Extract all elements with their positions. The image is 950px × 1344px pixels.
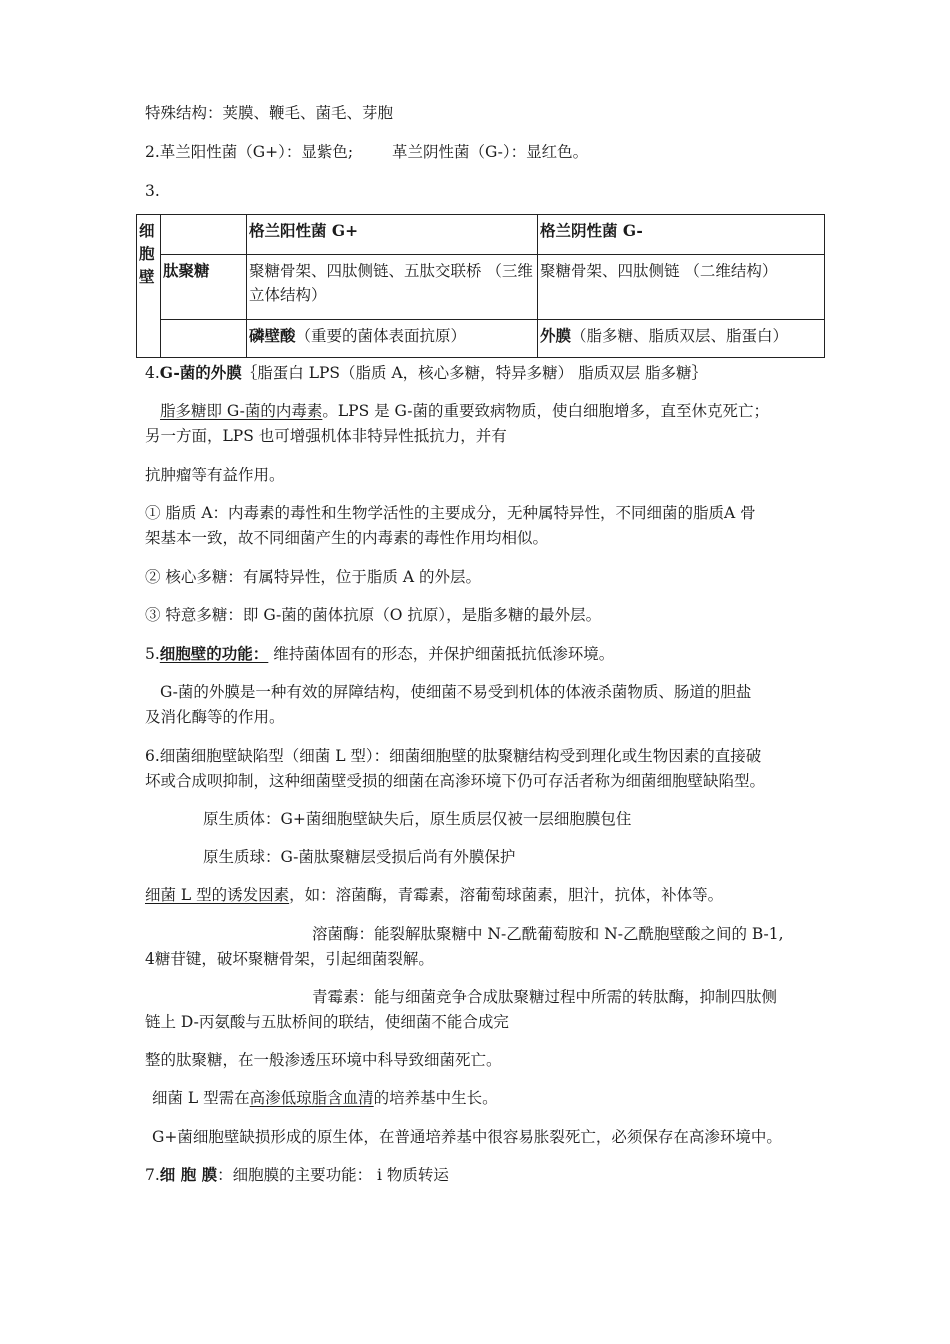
cell-wall-comparison-table [136, 214, 825, 358]
cell-wall-function-line: 5.细胞壁的功能： 维持菌体固有的形态，并保护细菌抵抗低渗环境。 [145, 644, 615, 663]
outer-membrane-barrier-line-2: 及消化酶等的作用。 [145, 708, 285, 726]
peptidoglycan-gram-negative-cell: 聚糖骨架、四肽侧链 （二维结构） [538, 255, 825, 320]
l-form-inducers-line: 细菌 L 型的诱发因素，如：溶菌酶，青霉素，溶葡萄球菌素，胆汁，抗体，补体等。 [145, 886, 724, 904]
outer-membrane-cell: 外膜（脂多糖、脂质双层、脂蛋白） [538, 320, 825, 358]
spheroplast-line: 原生质球：G-菌肽聚糖层受损后尚有外膜保护 [203, 848, 516, 866]
outer-membrane-barrier-line-1: G-菌的外膜是一种有效的屏障结构，使细菌不易受到机体的体液杀菌物质、肠道的胆盐 [160, 683, 752, 701]
special-structures-line: 特殊结构：荚膜、鞭毛、菌毛、芽胞 [145, 104, 394, 122]
gram-positive-color-line: 2.革兰阳性菌（G+）：显紫色; [145, 143, 354, 161]
cell-membrane-heading-line: 7.细 胞 膜：细胞膜的主要功能： i 物质转运 [145, 1165, 449, 1184]
lipid-a-line-1: ① 脂质 A：内毒素的毒性和生物学活性的主要成分，无种属特异性，不同细菌的脂质A 骨 [145, 504, 756, 522]
peptidoglycan-row-label: 肽聚糖 [161, 255, 247, 320]
gram-negative-color-line: 革兰阴性菌（G-）：显红色。 [392, 143, 589, 161]
protoplast-storage-line: G+菌细胞壁缺损形成的原生体，在普通培养基中很容易胀裂死亡，必须保存在高渗环境中。 [152, 1128, 782, 1146]
penicillin-line-1: 青霉素：能与细菌竞争合成肽聚糖过程中所需的转肽酶，抑制四肽侧 [312, 988, 778, 1006]
l-form-definition-line-1: 6.细菌细胞壁缺陷型（细菌 L 型）：细菌细胞壁的肽聚糖结构受到理化或生物因素的直接破 [145, 747, 762, 765]
penicillin-line-2: 链上 D-丙氨酸与五肽桥间的联结，使细菌不能合成完 [145, 1013, 509, 1031]
l-form-definition-line-2: 坏或合成呗抑制，这种细菌壁受损的细菌在高渗环境下仍可存活者称为细菌细胞壁缺陷型。 [145, 772, 766, 790]
outer-membrane-heading-line: 4.G-菌的外膜｛脂蛋白 LPS（脂质 A，核心多糖，特异多糖） 脂质双层 脂多糖｝ [145, 363, 708, 382]
table-empty-corner [161, 215, 247, 255]
lysozyme-line-2: 4糖苷键，破坏聚糖骨架，引起细菌裂解。 [145, 950, 434, 968]
table-empty-label-cell [161, 320, 247, 358]
item-3-number: 3. [145, 182, 160, 200]
cell-wall-side-header: 细胞壁 [137, 215, 161, 358]
peptidoglycan-gram-positive-cell: 聚糖骨架、四肽侧链、五肽交联桥 （三维立体结构） [247, 255, 538, 320]
lps-resistance-line: 另一方面，LPS 也可增强机体非特异性抵抗力，并有 [145, 427, 507, 445]
teichoic-acid-cell: 磷壁酸（重要的菌体表面抗原） [247, 320, 538, 358]
gram-positive-column-header: 格兰阳性菌 G+ [247, 215, 538, 255]
lps-antitumor-line: 抗肿瘤等有益作用。 [145, 466, 285, 484]
l-form-culture-line: 细菌 L 型需在高渗低琼脂含血清的培养基中生长。 [152, 1089, 498, 1107]
lysozyme-line-1: 溶菌酶：能裂解肽聚糖中 N-乙酰葡萄胺和 N-乙酰胞壁酸之间的 B-1, [312, 925, 784, 943]
specific-polysaccharide-line: ③ 特意多糖：即 G-菌的菌体抗原（O 抗原），是脂多糖的最外层。 [145, 606, 602, 624]
penicillin-line-3: 整的肽聚糖，在一般渗透压环境中科导致细菌死亡。 [145, 1051, 502, 1069]
gram-negative-column-header: 格兰阴性菌 G- [538, 215, 825, 255]
lps-endotoxin-line: 脂多糖即 G-菌的内毒素。LPS 是 G-菌的重要致病物质，使白细胞增多，直至休克死亡； [160, 402, 769, 420]
lipid-a-line-2: 架基本一致，故不同细菌产生的内毒素的毒性作用均相似。 [145, 529, 549, 547]
protoplast-line: 原生质体：G+菌细胞壁缺失后，原生质层仅被一层细胞膜包住 [203, 810, 632, 828]
core-polysaccharide-line: ② 核心多糖：有属特异性，位于脂质 A 的外层。 [145, 568, 481, 586]
